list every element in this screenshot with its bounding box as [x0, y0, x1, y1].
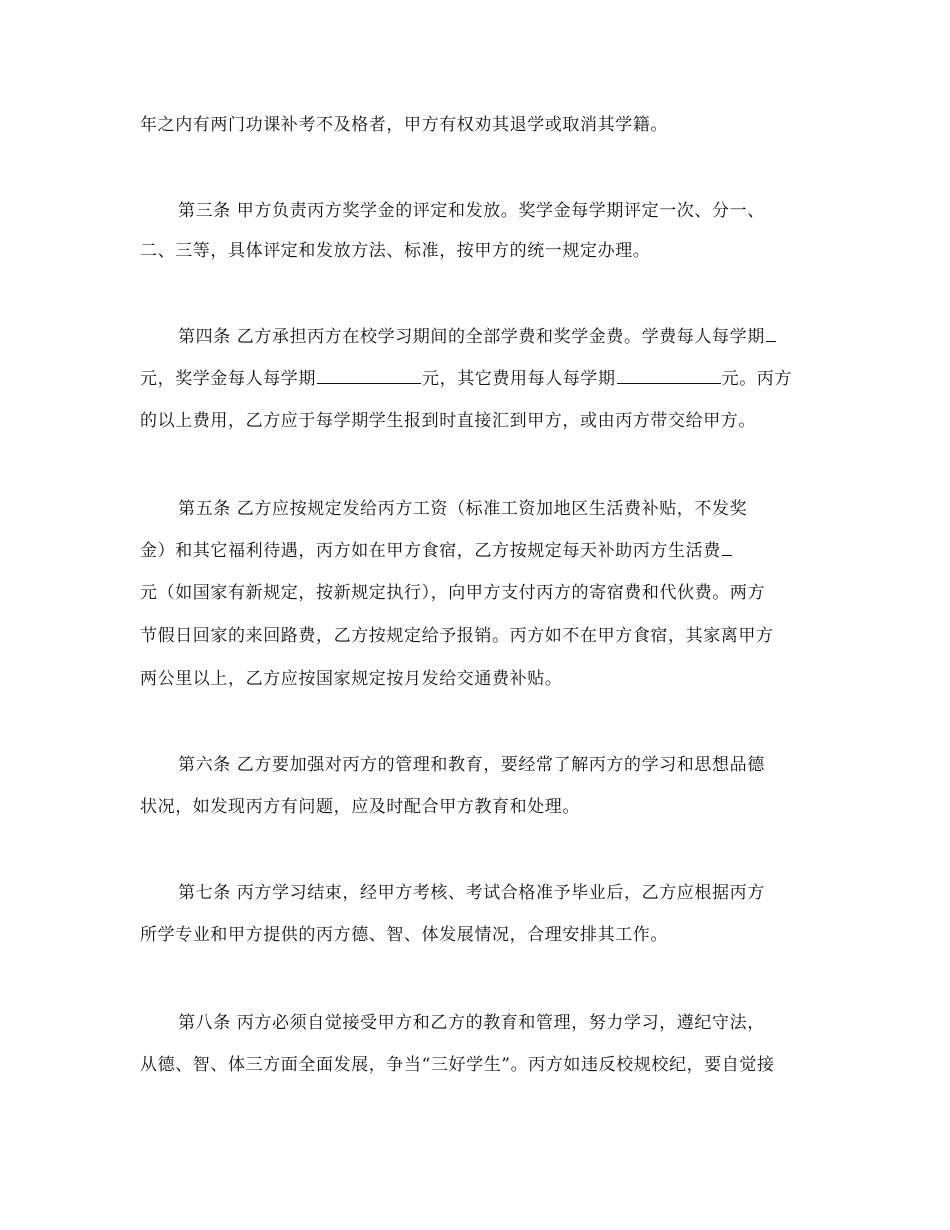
article-4-line-3: 的以上费用，乙方应于每学期学生报到时直接汇到甲方，或由丙方带交给甲方。	[140, 411, 756, 431]
article-8-line-1: 第八条 丙方必须自觉接受甲方和乙方的教育和管理，努力学习，遵纪守法，	[178, 1013, 765, 1033]
article-4-line-1	[178, 325, 820, 349]
article-5-line-4: 节假日回家的来回路费，乙方按规定给予报销。丙方如不在甲方食宿，其家离甲方	[140, 626, 774, 646]
fill-blank	[317, 367, 421, 384]
article-5-line-3: 元（如国家有新规定，按新规定执行），向甲方支付丙方的寄宿费和代伙费。两方	[140, 583, 766, 603]
article-4-line-2a: 元，奖学金每人每学期	[140, 369, 316, 389]
article-8-line-2: 从德、智、体三方面全面发展，争当“三好学生”。丙方如违反校规校纪，要自觉接	[140, 1055, 775, 1075]
article-6-line-2: 状况，如发现丙方有问题，应及时配合甲方教育和处理。	[140, 797, 580, 817]
text-line: 年之内有两门功课补考不及格者，甲方有权劝其退学或取消其学籍。	[140, 115, 668, 135]
article-4-line-2b: 元，其它费用每人每学期	[422, 369, 616, 389]
article-4-line-2	[140, 367, 820, 391]
article-7-line-2: 所学专业和甲方提供的丙方德、智、体发展情况，合理安排其工作。	[140, 925, 668, 945]
article-3-line-2: 二、三等，具体评定和发放方法、标准，按甲方的统一规定办理。	[140, 241, 651, 261]
article-4-line-2c: 元。丙方	[721, 369, 793, 389]
article-3-line-1: 第三条 甲方负责丙方奖学金的评定和发放。奖学金每学期评定一次、分一、	[178, 201, 765, 221]
article-5-line-2-text: 金）和其它福利待遇，丙方如在甲方食宿，乙方按规定每天补助丙方生活费	[140, 541, 721, 561]
fill-blank	[766, 325, 776, 342]
article-6-line-1: 第六条 乙方要加强对丙方的管理和教育，要经常了解丙方的学习和思想品德	[178, 755, 765, 775]
article-7-line-1: 第七条 丙方学习结束，经甲方考核、考试合格准予毕业后，乙方应根据丙方	[178, 883, 765, 903]
article-4-line-1-text: 第四条 乙方承担丙方在校学习期间的全部学费和奖学金费。学费每人每学期	[178, 327, 765, 347]
article-5-line-2	[140, 539, 820, 563]
article-5-line-1: 第五条 乙方应按规定发给丙方工资（标准工资加地区生活费补贴，不发奖	[178, 499, 748, 519]
fill-blank	[722, 539, 732, 556]
article-5-line-5: 两公里以上，乙方应按国家规定按月发给交通费补贴。	[140, 669, 563, 689]
fill-blank	[617, 367, 721, 384]
